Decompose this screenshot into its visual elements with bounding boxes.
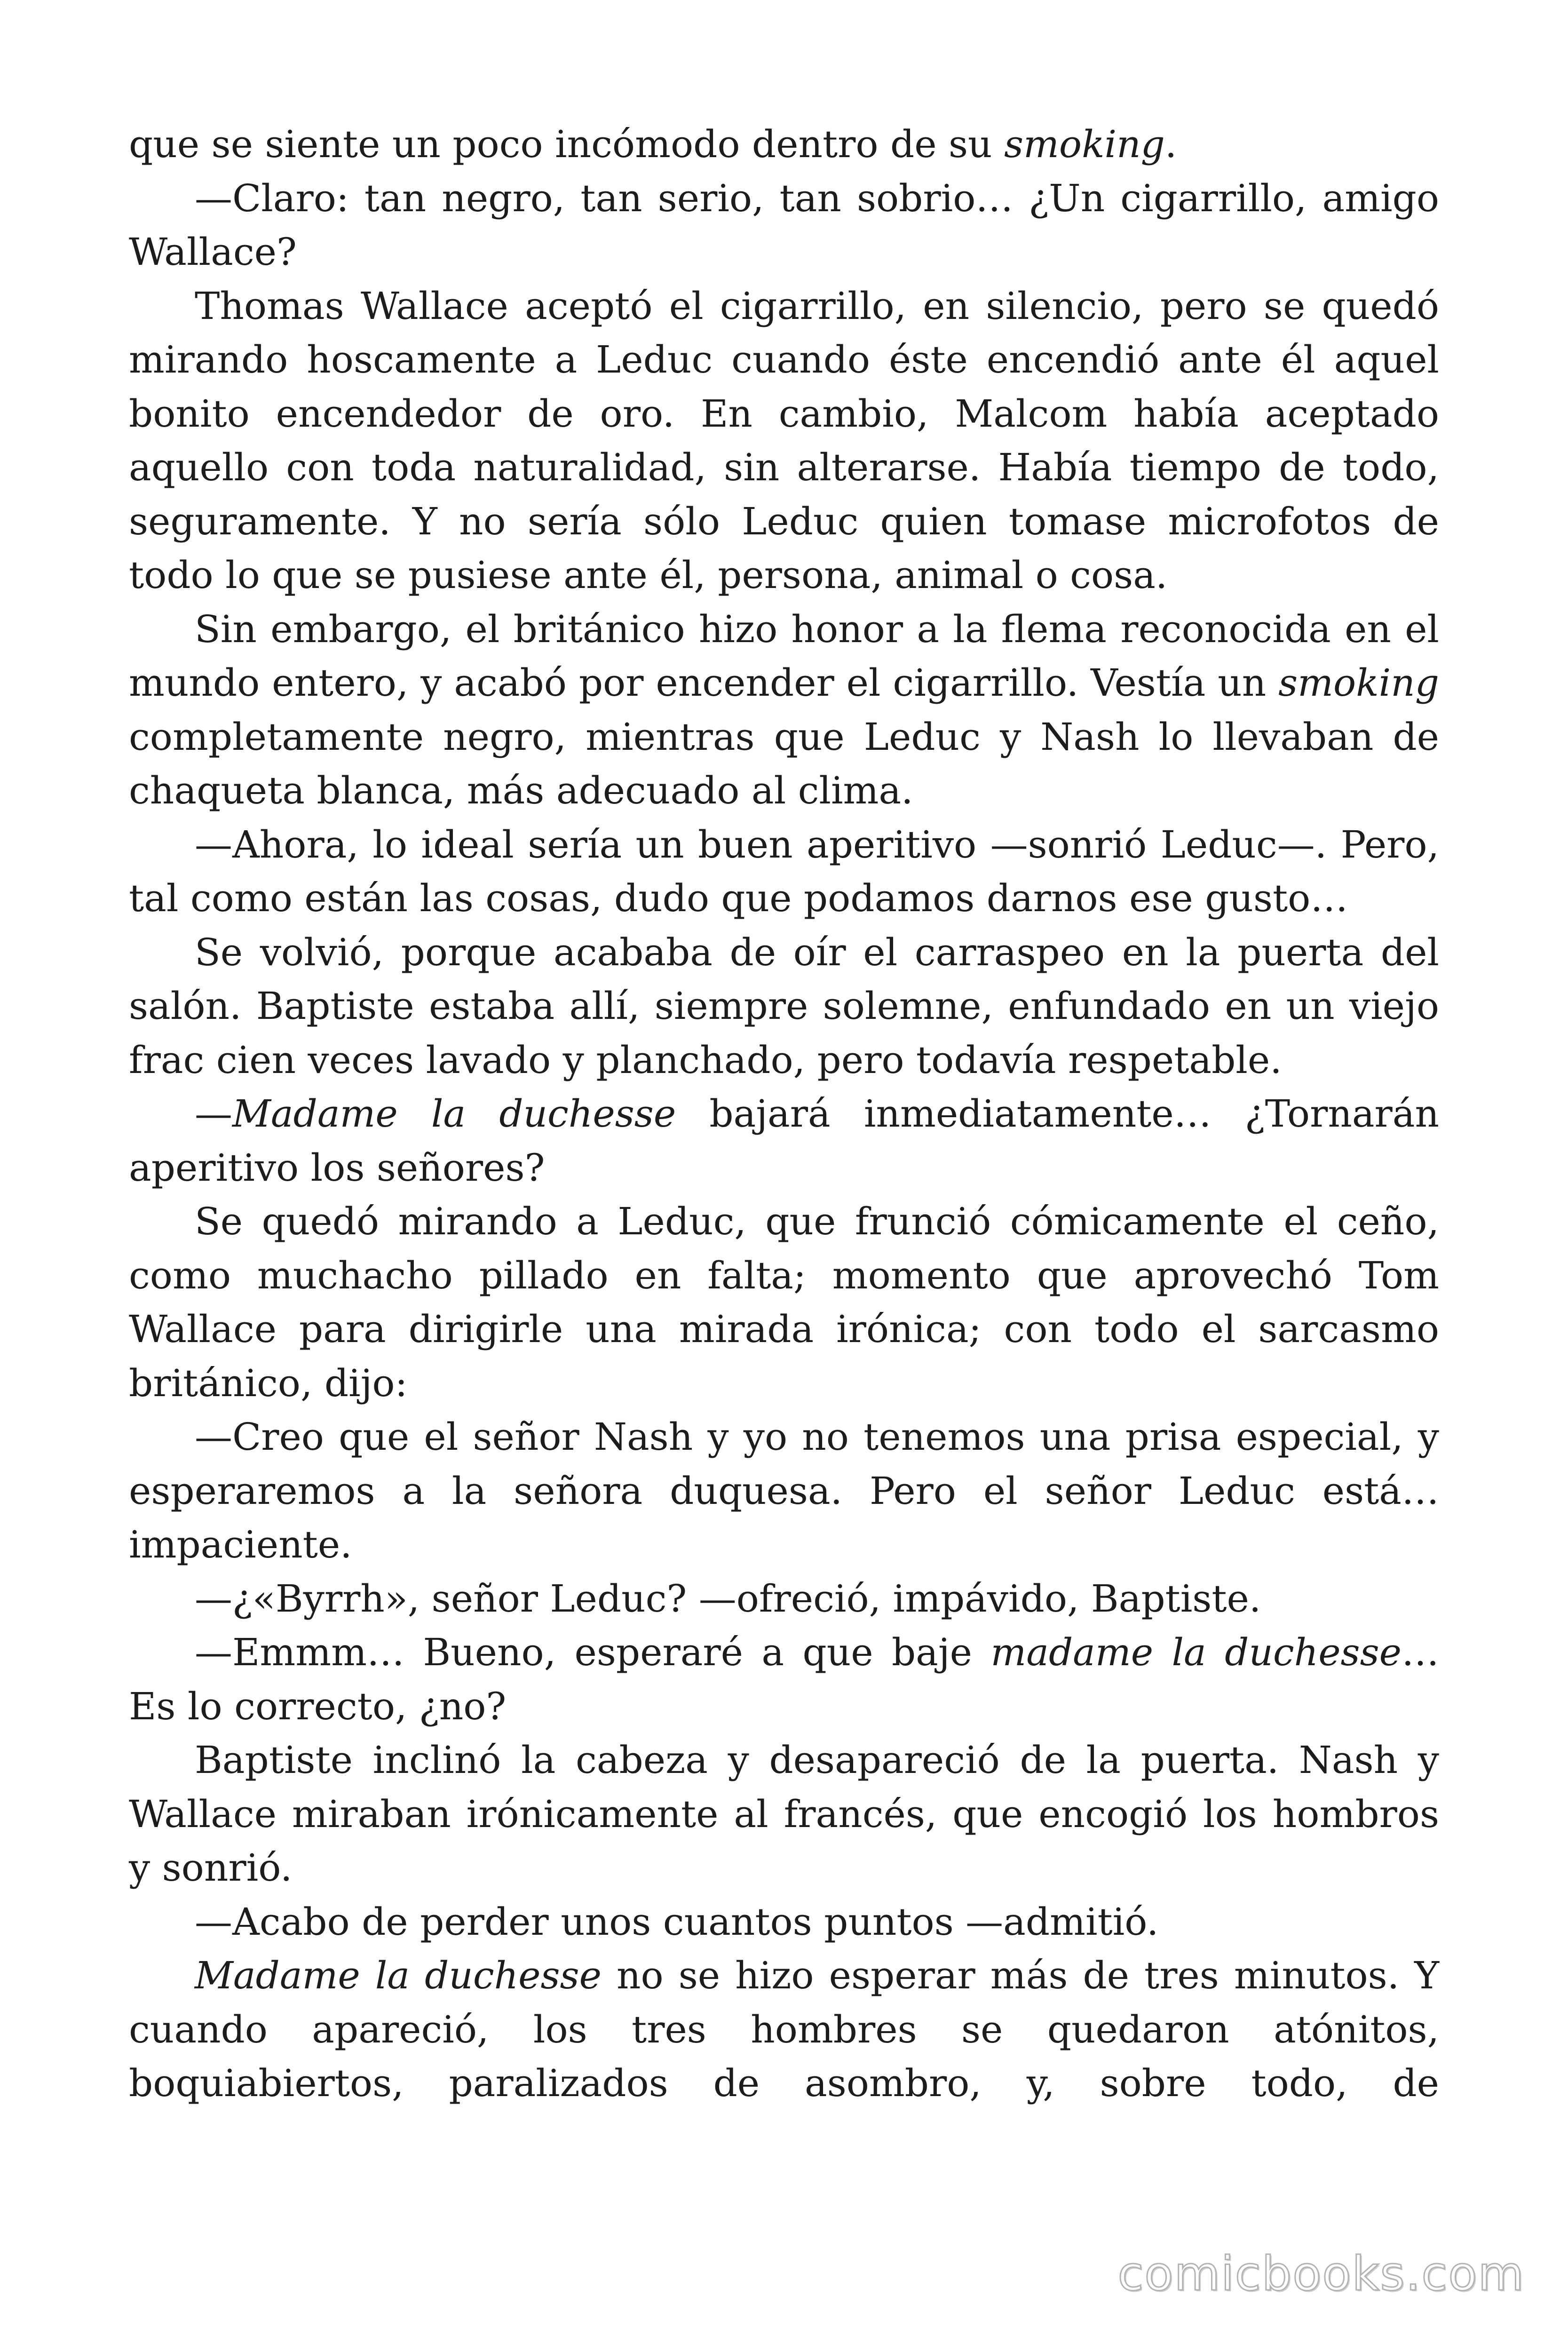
paragraph <box>129 1195 1439 1410</box>
paragraph <box>129 926 1439 1088</box>
paragraph <box>129 118 1439 172</box>
paragraph <box>129 818 1439 926</box>
text-run: —Ahora, lo ideal sería un buen aperitivo —sonrió Leduc—. Pero, tal como están las cosas, dudo que podamos darnos ese gusto… <box>129 822 1439 920</box>
text-run: Se volvió, porque acababa de oír el carraspeo en la puerta del salón. Baptiste estaba allí, siempre solemne, enfundado en un viejo frac cien veces lavado y planchado, pero todavía respetable. <box>129 930 1439 1082</box>
text-run: … Es lo correcto, ¿no? <box>129 1630 1439 1728</box>
text-run: no se hizo esperar más de tres minutos. Y cuando apareció, los tres hombres se quedaron atónitos, boquiabiertos, paralizados de asombro, y, sobre todo, de <box>129 1954 1440 2105</box>
text-run: bajará inmediatamente… ¿Tornarán aperitivo los señores? <box>129 1092 1440 1190</box>
text-run: Baptiste inclinó la cabeza y desapareció de la puerta. Nash y Wallace miraban irónicamente al francés, que encogió los hombros y sonrió. <box>129 1738 1439 1890</box>
text-run: completamente negro, mientras que Leduc y Nash lo llevaban de chaqueta blanca, más adecuado al clima. <box>129 715 1439 812</box>
text-run: . <box>1164 122 1177 166</box>
italic-text: Madame la duchesse <box>232 1092 676 1136</box>
text-run: — <box>195 1092 232 1136</box>
paragraph <box>129 1626 1439 1733</box>
paragraph <box>129 1733 1439 1895</box>
text-run: Sin embargo, el británico hizo honor a la flema reconocida en el mundo entero, y acabó por encender el cigarrillo. Vestía un <box>129 607 1439 705</box>
paragraph <box>129 172 1439 279</box>
text-run: Thomas Wallace aceptó el cigarrillo, en silencio, pero se quedó mirando hoscamente a Leduc cuando éste encendió ante él aquel bonito encendedor de oro. En cambio, Malcom había aceptado aquello con toda naturalidad, sin alterarse. Había tiempo de todo, seguramente. Y no sería sólo Leduc quien tomase microfotos de todo lo que se pusiese ante él, persona, animal o cosa. <box>129 284 1439 597</box>
watermark: comicbooks.com <box>1117 2246 1525 2301</box>
italic-text: Madame la duchesse <box>195 1954 602 1997</box>
text-run: Se quedó mirando a Leduc, que frunció cómicamente el ceño, como muchacho pillado en falta; momento que aprovechó Tom Wallace para dirigirle una mirada irónica; con todo el sarcasmo británico, dijo: <box>129 1200 1439 1405</box>
paragraph <box>129 603 1439 818</box>
text-run: que se siente un poco incómodo dentro de su <box>129 122 1004 166</box>
text-run: —Creo que el señor Nash y yo no tenemos una prisa especial, y esperaremos a la señora duquesa. Pero el señor Leduc está… impaciente. <box>129 1415 1439 1566</box>
text-run: —Emmm… Bueno, esperaré a que baje <box>195 1630 991 1674</box>
paragraph <box>129 1895 1439 1949</box>
text-run: —Acabo de perder unos cuantos puntos —admitió. <box>195 1899 1159 1944</box>
paragraph <box>129 1949 1439 2111</box>
text-run: —¿«Byrrh», señor Leduc? —ofreció, impávido, Baptiste. <box>195 1576 1261 1621</box>
italic-text: smoking <box>1278 661 1439 705</box>
paragraph <box>129 1087 1439 1195</box>
paragraph <box>129 1572 1439 1626</box>
italic-text: madame la duchesse <box>990 1630 1402 1674</box>
paragraph <box>129 279 1439 603</box>
page-body <box>129 118 1439 2111</box>
italic-text: smoking <box>1004 122 1165 166</box>
paragraph <box>129 1410 1439 1572</box>
text-run: —Claro: tan negro, tan serio, tan sobrio… ¿Un cigarrillo, amigo Wallace? <box>129 176 1439 274</box>
